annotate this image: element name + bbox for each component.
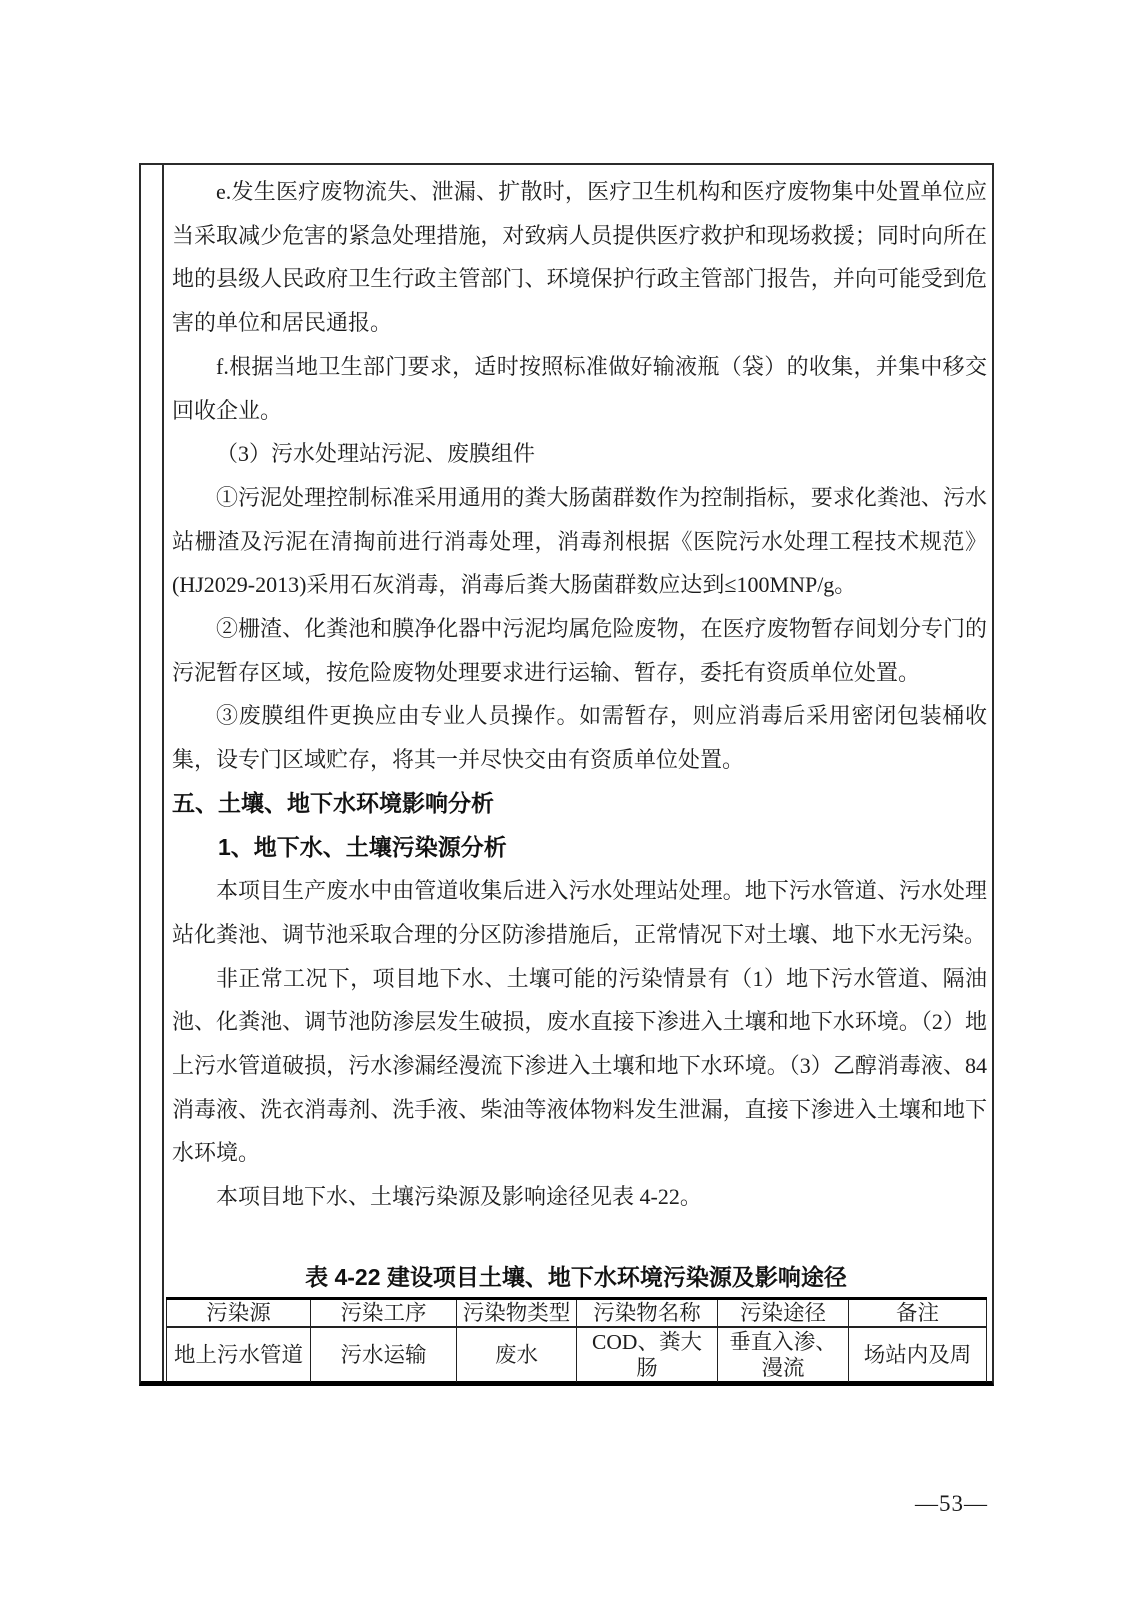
column-header-remarks: 备注 <box>849 1299 987 1328</box>
paragraph-source-analysis-1: 本项目生产废水中由管道收集后进入污水处理站处理。地下污水管道、污水处理站化粪池、调节池采取合理的分区防渗措施后，正常情况下对土壤、地下水无污染。 <box>172 878 987 947</box>
page-number: —53— <box>915 1491 988 1516</box>
column-header-pollution-source: 污染源 <box>167 1299 311 1328</box>
paragraph-circle-3: ③废膜组件更换应由专业人员操作。如需暂存，则应消毒后采用密闭包装桶收集，设专门区域贮存，将其一并尽快交由有资质单位处置。 <box>172 703 987 773</box>
column-header-pollution-pathway: 污染途径 <box>718 1299 849 1328</box>
cell-remarks: 场站内及周 <box>849 1327 987 1382</box>
paragraph-circle-2: ②栅渣、化粪池和膜净化器中污泥均属危险废物，在医疗废物暂存间划分专门的污泥暂存区域，按危险废物处理要求进行运输、暂存，委托有资质单位处置。 <box>172 616 987 685</box>
cell-pollution-source: 地上污水管道 <box>167 1327 311 1382</box>
column-header-pollution-process: 污染工序 <box>311 1299 457 1328</box>
cell-pollution-process: 污水运输 <box>311 1327 457 1382</box>
subsection-heading: 1、地下水、土壤污染源分析 <box>218 833 507 860</box>
paragraph-table-ref: 本项目地下水、土壤污染源及影响途径见表 4-22。 <box>216 1184 702 1210</box>
body-text-area <box>172 170 987 1262</box>
paragraph-item-3: （3）污水处理站污泥、废膜组件 <box>216 441 536 467</box>
form-left-gutter-line <box>162 165 164 1381</box>
paragraph-source-analysis-2: 非正常工况下，项目地下水、土壤可能的污染情景有（1）地下污水管道、隔油池、化粪池、调节池防渗层发生破损，废水直接下渗进入土壤和地下水环境。（2）地上污水管道破损，污水渗漏经漫流下渗进入土壤和地下水环境。（3）乙醇消毒液、84 消毒液、洗衣消毒剂、洗手液、柴油等液体物料发生泄漏，直接下渗进入土壤和地下水环境。 <box>172 965 987 1166</box>
cell-pollutant-type: 废水 <box>457 1327 577 1382</box>
table-row <box>167 1327 987 1382</box>
paragraph-f: f.根据当地卫生部门要求，适时按照标准做好输液瓶（袋）的收集，并集中移交回收企业。 <box>172 353 987 423</box>
cell-pollution-pathway: 垂直入渗、漫流 <box>718 1327 849 1382</box>
cell-pollutant-name: COD、粪大肠 <box>577 1327 718 1382</box>
table-header-row <box>167 1299 987 1328</box>
column-header-pollutant-type: 污染物类型 <box>457 1299 577 1328</box>
pollution-source-table <box>166 1297 987 1382</box>
form-content-box <box>139 163 994 1386</box>
paragraph-e: e.发生医疗废物流失、泄漏、扩散时，医疗卫生机构和医疗废物集中处置单位应当采取减少危害的紧急处理措施，对致病人员提供医疗救护和现场救援；同时向所在地的县级人民政府卫生行政主管部门、环境保护行政主管部门报告，并向可能受到危害的单位和居民通报。 <box>172 179 987 336</box>
column-header-pollutant-name: 污染物名称 <box>577 1299 718 1328</box>
table-title: 表 4-22 建设项目土壤、地下水环境污染源及影响途径 <box>305 1264 847 1290</box>
section-heading: 五、土壤、地下水环境影响分析 <box>172 789 494 816</box>
paragraph-circle-1: ①污泥处理控制标准采用通用的粪大肠菌群数作为控制指标，要求化粪池、污水站栅渣及污泥在清掏前进行消毒处理，消毒剂根据《医院污水处理工程技术规范》(HJ2029-2013)采用石灰消毒，消毒后粪大肠菌群数应达到≤100MNP/g。 <box>172 484 987 598</box>
